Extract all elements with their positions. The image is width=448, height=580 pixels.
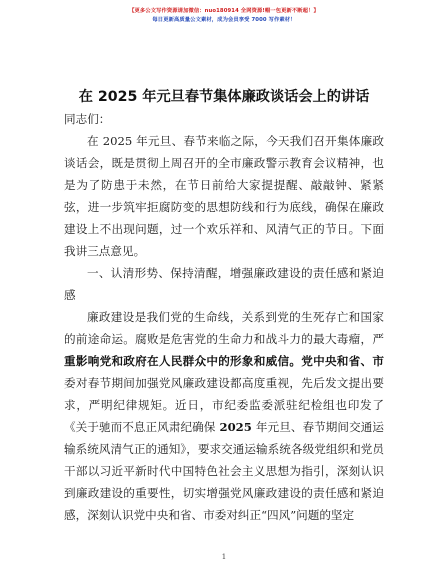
heading-1-block (64, 262, 384, 306)
page-number: 1 (221, 553, 227, 561)
paragraph-2-emphasis-2: 2025 (215, 420, 256, 434)
document-title: 在 2025 年元旦春节集体廉政谈话会上的讲话 (78, 89, 370, 105)
paragraph-1-block (64, 130, 384, 262)
paragraph-1: 在 2025 年元旦、春节来临之际，今天我们召开集体廉政谈话会，既是贯彻上周召开的全市廉政警示教育会议精神，也是为了防患于未然，在节日前给大家提提醒、敲敲钟、紧紧弦，进一步筑牢拒腐防变的思想防线和行为底线，确保在廉政建设上不出现问题，过一个欢乐祥和、风清气正的节日。下面我讲三点意见。 (64, 134, 384, 258)
paragraph-2-part-3: 年元旦、春节期间交通运输系统风清气正的通知》，要求交通运输系统各级党组织和党员干部以习近平新时代中国特色社会主义思想为指引，深刻认识到廉政建设的重要性，切实增强党风廉政建设的责任感和紧迫感，深刻认识党中央和省、市委对纠正“四风”问题的坚定 (64, 420, 384, 522)
section-heading-1: 一、认清形势、保持清醒，增强廉政建设的责任感和紧迫感 (64, 266, 384, 302)
paragraph-2 (64, 306, 384, 526)
promo-banner-line1: 【更多公文写作资源请加微信：nuo180914 全网资源!帽一包更新不断超！】 (129, 8, 319, 14)
promo-banner-line2: 每日更新高质量公文素材，成为会员享受 7000 写作素材！ (152, 17, 296, 23)
paragraph-2-emphasis-1: 重影响党和政府在人民群众中的形象和威信。党中央和省、市 (64, 354, 384, 368)
salutation: 同志们： (64, 112, 111, 126)
paragraph-2-part-2: 委对春节期间加强党风廉政建设都高度重视，先后发文提出要求，严明纪律规矩。近日，市纪委监委派驻纪检组也印发了《关于驰而不息正风肃纪确保 (64, 376, 384, 434)
paragraph-2-part-1: 廉政建设是我们党的生命线，关系到党的生死存亡和国家的前途命运。腐败是危害党的生命力和战斗力的最大毒瘤，严 (64, 310, 384, 346)
paragraph-2-block (64, 306, 384, 526)
